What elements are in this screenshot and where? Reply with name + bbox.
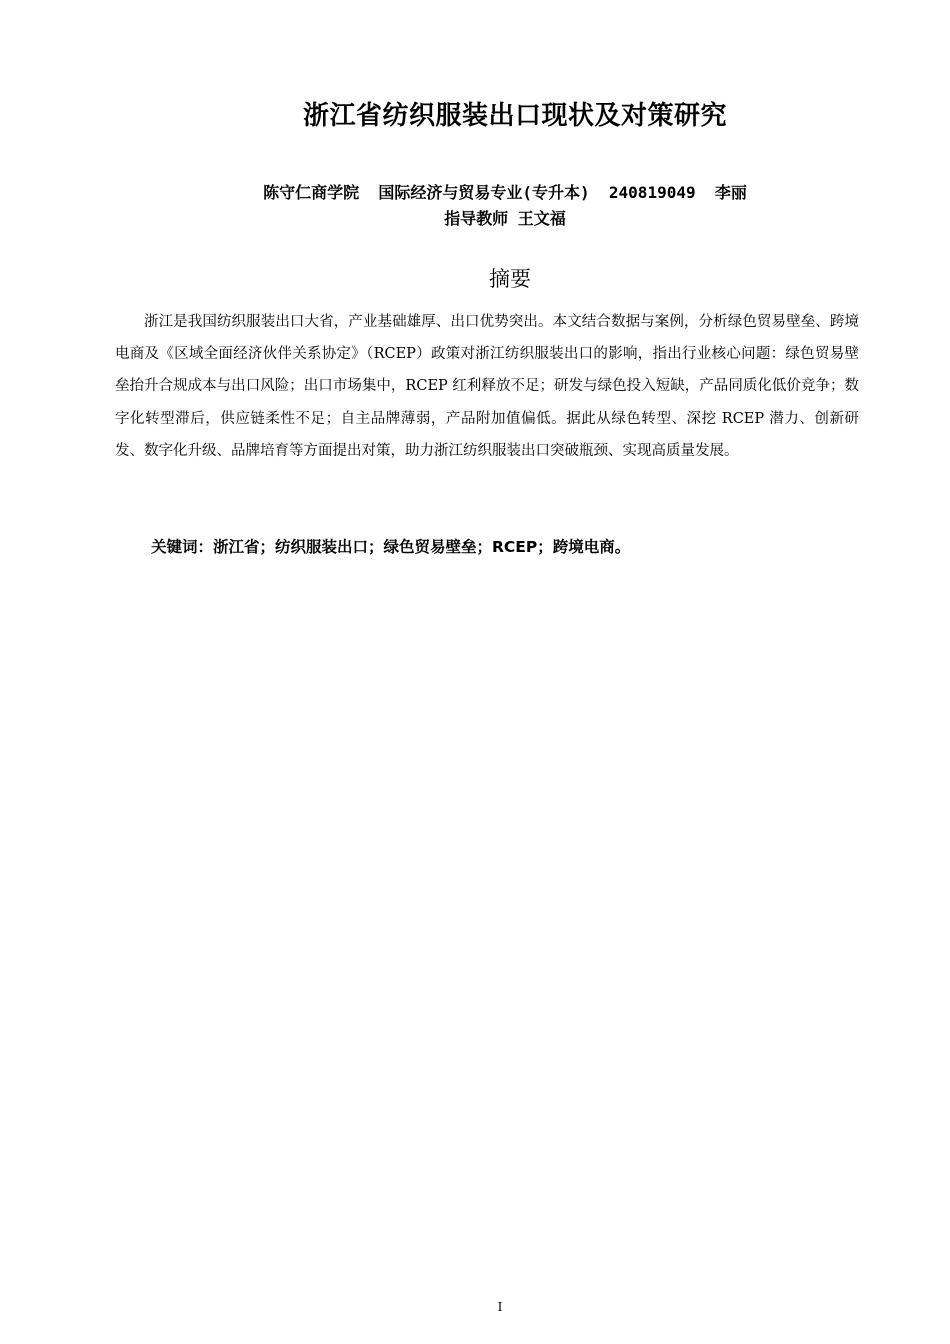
abstract-body: 浙江是我国纺织服装出口大省，产业基础雄厚、出口优势突出。本文结合数据与案例，分析绿色贸易壁垒、跨境电商及《区域全面经济伙伴关系协定》（RCEP）政策对浙江纺织服装出口的影响，指出行业核心问题：绿色贸易壁垒抬升合规成本与出口风险；出口市场集中，RCEP 红利释放不足；研发与绿色投入短缺，产品同质化低价竞争；数字化转型滞后，供应链柔性不足；自主品牌薄弱，产品附加值偏低。据此从绿色转型、深挖 RCEP 潜力、创新研发、数字化升级、品牌培育等方面提出对策，助力浙江纺织服装出口突破瓶颈、实现高质量发展。	[115, 314, 859, 459]
keywords: 关键词：浙江省；纺织服装出口；绿色贸易壁垒；RCEP；跨境电商。	[151, 538, 631, 556]
paper-title: 浙江省纺织服装出口现状及对策研究	[302, 101, 727, 131]
abstract-heading: 摘要	[489, 267, 531, 291]
author-info: 陈守仁商学院 国际经济与贸易专业(专升本) 240819049 李丽	[263, 183, 747, 202]
page-number: I	[497, 1300, 503, 1314]
advisor-info: 指导教师 王文福	[444, 209, 566, 228]
